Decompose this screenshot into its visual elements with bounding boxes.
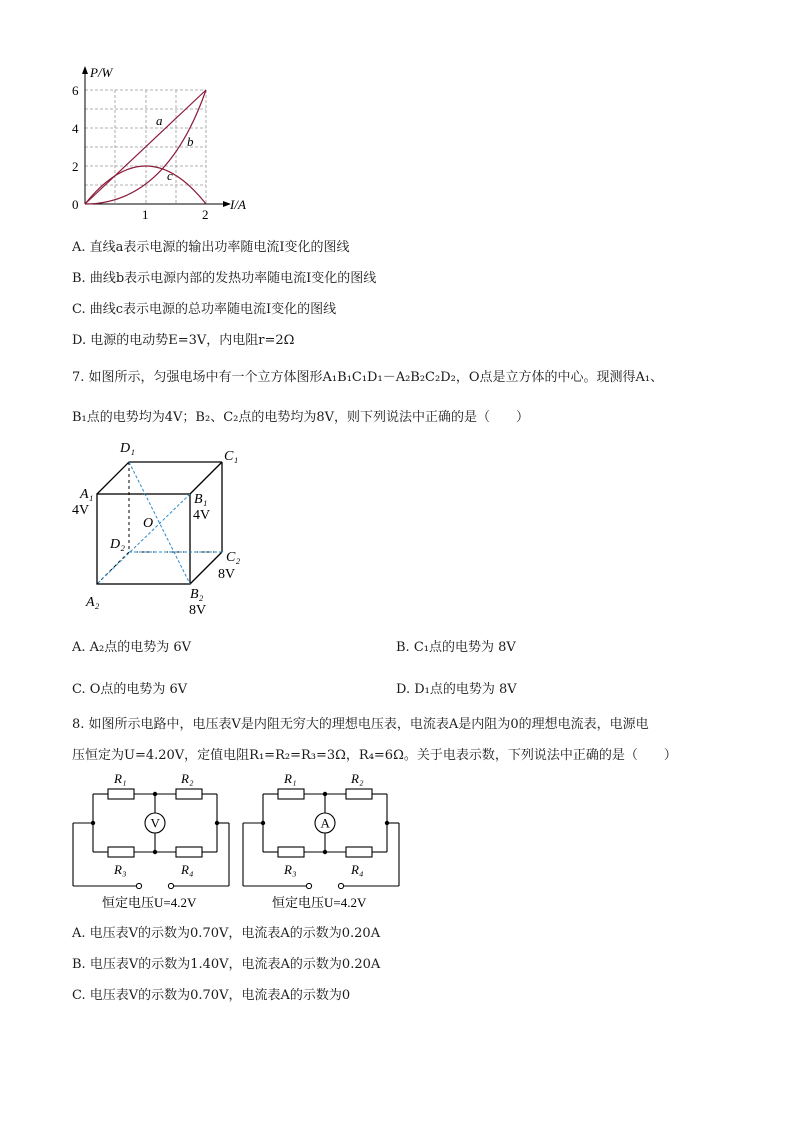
q8-option-c: C. 电压表V的示数为0.70V，电流表A的示数为0 bbox=[72, 988, 351, 1003]
y-tick-6: 6 bbox=[72, 83, 79, 98]
q8-stem-line1: 8. 如图所示电路中，电压表V是内阻无穷大的理想电压表，电流表A是内阻为0的理想电流表，电源电 bbox=[72, 717, 649, 732]
q7-option-d: D. D₁点的电势为 8V bbox=[396, 682, 517, 697]
q6-option-b: B. 曲线b表示电源内部的发热功率随电流I变化的图线 bbox=[72, 271, 377, 286]
label-r1: R₁ bbox=[114, 771, 127, 786]
cube-label-c1: C₁ bbox=[224, 449, 239, 464]
circuit-ammeter bbox=[236, 764, 412, 914]
cube-label-b2: B₂ bbox=[190, 587, 204, 602]
y-axis-label: P/W bbox=[90, 65, 113, 80]
terminal-left bbox=[306, 883, 311, 888]
y-tick-0: 0 bbox=[72, 197, 79, 212]
power-current-graph bbox=[66, 60, 266, 220]
resistor-r1 bbox=[278, 789, 304, 799]
cube-label-d1: D₁ bbox=[120, 441, 135, 456]
q7-stem-line1: 7. 如图所示，匀强电场中有一个立方体图形A₁B₁C₁D₁－A₂B₂C₂D₂，O点是立方体的中心。现测得A₁、 bbox=[72, 370, 664, 385]
resistor-r3 bbox=[108, 847, 134, 857]
terminal-left bbox=[136, 883, 141, 888]
resistor-r1 bbox=[108, 789, 134, 799]
cube-figure bbox=[66, 432, 266, 622]
y-axis-arrow bbox=[82, 66, 88, 74]
cube-label-b1: B₁ bbox=[194, 492, 208, 507]
curve-label-b: b bbox=[187, 134, 194, 149]
voltmeter-label: V bbox=[150, 815, 160, 831]
curve-label-c: c bbox=[167, 168, 173, 183]
cube-value-a1: 4V bbox=[72, 503, 90, 518]
circuit-caption: 恒定电压U=4.2V bbox=[102, 895, 197, 910]
y-tick-4: 4 bbox=[72, 121, 79, 136]
ammeter-label: A bbox=[320, 815, 330, 831]
q8-option-a: A. 电压表V的示数为0.70V，电流表A的示数为0.20A bbox=[72, 926, 381, 941]
cube-label-a2: A₂ bbox=[86, 595, 100, 610]
resistor-r4 bbox=[346, 847, 372, 857]
x-tick-1: 1 bbox=[142, 207, 149, 220]
cube-label-d2: D₂ bbox=[110, 537, 125, 552]
cube-value-c2: 8V bbox=[218, 567, 236, 582]
label-r2: R₂ bbox=[351, 771, 364, 786]
cube-value-b2: 8V bbox=[189, 603, 207, 618]
q6-option-c: C. 曲线c表示电源的总功率随电流I变化的图线 bbox=[72, 302, 337, 317]
q7-option-a: A. A₂点的电势为 6V bbox=[72, 640, 192, 655]
y-tick-2: 2 bbox=[72, 159, 79, 174]
cube-value-b1: 4V bbox=[193, 508, 211, 523]
circuit-voltmeter bbox=[66, 764, 242, 914]
q6-option-d: D. 电源的电动势E=3V，内电阻r=2Ω bbox=[72, 333, 295, 348]
cube-label-o: O bbox=[143, 516, 154, 531]
label-r4: R₄ bbox=[351, 862, 364, 877]
label-r3: R₃ bbox=[114, 862, 127, 877]
resistor-r3 bbox=[278, 847, 304, 857]
q7-option-b: B. C₁点的电势为 8V bbox=[396, 640, 516, 655]
cube-label-a1: A₁ bbox=[80, 487, 94, 502]
label-r2: R₂ bbox=[181, 771, 194, 786]
label-r4: R₄ bbox=[181, 862, 194, 877]
terminal-right bbox=[168, 883, 173, 888]
resistor-r4 bbox=[176, 847, 202, 857]
q7-option-c: C. O点的电势为 6V bbox=[72, 682, 188, 697]
q8-stem-line2: 压恒定为U=4.20V，定值电阻R₁=R₂=R₃=3Ω，R₄=6Ω。关于电表示数，下列说法中正确的是（ ） bbox=[72, 748, 677, 763]
label-r3: R₃ bbox=[284, 862, 297, 877]
cube-edge-b1-c1 bbox=[190, 462, 222, 494]
curve-label-a: a bbox=[156, 113, 163, 128]
resistor-r2 bbox=[176, 789, 202, 799]
cube-label-c2: C₂ bbox=[226, 550, 241, 565]
x-tick-2: 2 bbox=[202, 207, 209, 220]
resistor-r2 bbox=[346, 789, 372, 799]
circuit-caption: 恒定电压U=4.2V bbox=[272, 895, 367, 910]
terminal-right bbox=[338, 883, 343, 888]
q7-stem-line2: B₁点的电势均为4V；B₂、C₂点的电势均为8V，则下列说法中正确的是（ ） bbox=[72, 410, 530, 425]
q6-option-a: A. 直线a表示电源的输出功率随电流I变化的图线 bbox=[72, 240, 350, 255]
q8-option-b: B. 电压表V的示数为1.40V，电流表A的示数为0.20A bbox=[72, 957, 381, 972]
label-r1: R₁ bbox=[284, 771, 297, 786]
x-axis-label: I/A bbox=[230, 197, 246, 212]
cube-edge-a1-d1 bbox=[97, 462, 129, 494]
